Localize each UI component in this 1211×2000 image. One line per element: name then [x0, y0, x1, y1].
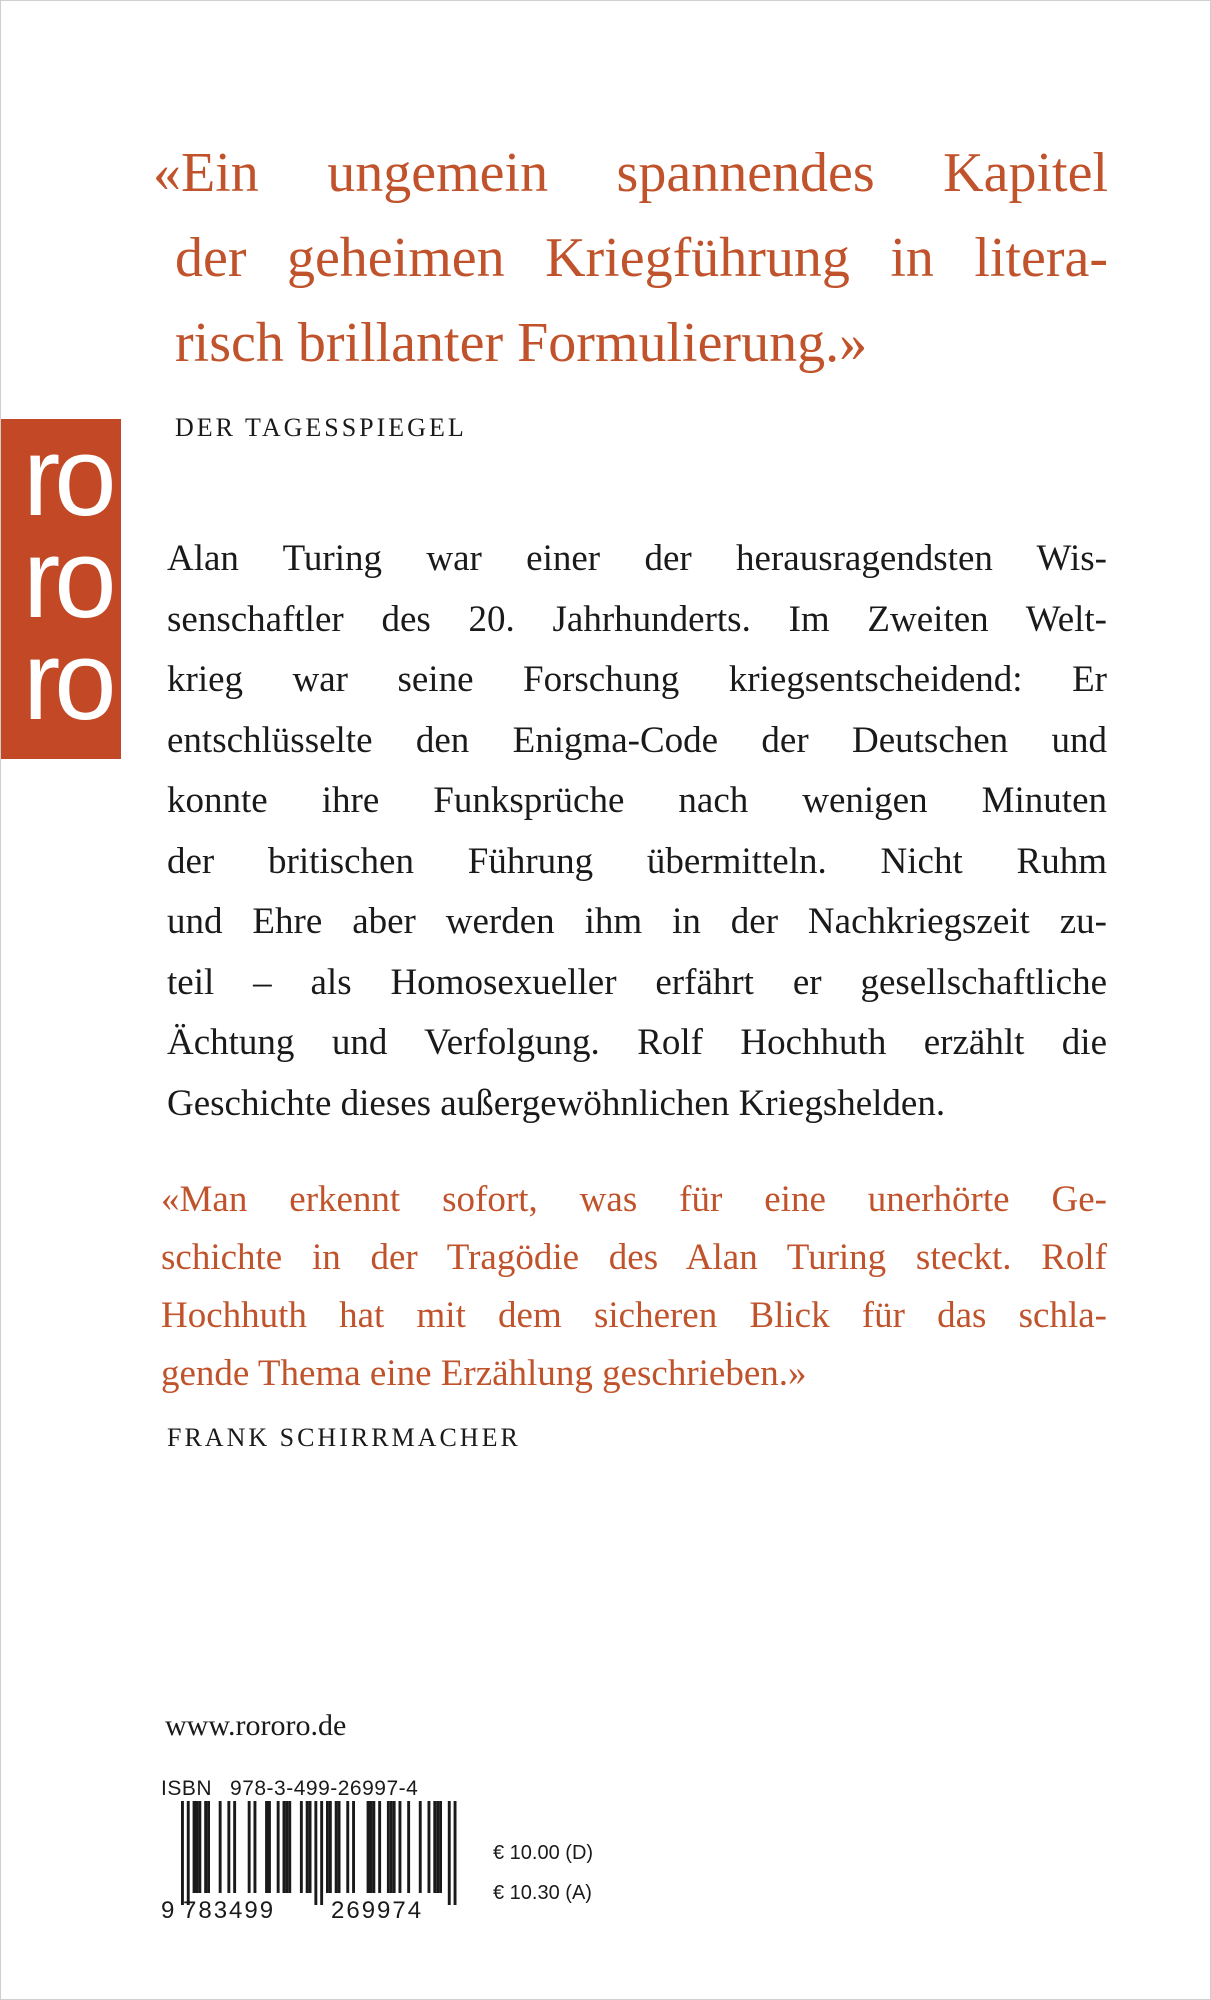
barcode-bar	[320, 1801, 323, 1905]
barcode-bar	[454, 1801, 457, 1905]
quote-line: der geheimen Kriegführung in litera-	[175, 227, 1108, 289]
barcode-bar	[219, 1801, 222, 1893]
barcode-bar	[419, 1801, 422, 1893]
quote-line: Hochhuth hat mit dem sicheren Blick für das schla-	[161, 1295, 1107, 1336]
book-description	[167, 529, 1107, 1134]
website-link[interactable]: www.rororo.de	[165, 1709, 347, 1742]
price-list	[493, 1833, 593, 1913]
barcode-bar	[254, 1801, 257, 1893]
description-line: krieg war seine Forschung kriegsentscheidend: Er	[167, 659, 1107, 700]
barcode-bar	[227, 1801, 230, 1893]
review-quote-bottom	[161, 1171, 1107, 1403]
barcode-bar	[407, 1801, 410, 1893]
barcode-bar	[378, 1801, 381, 1893]
price-germany: € 10.00 (D)	[493, 1842, 594, 1864]
review-quote-top	[153, 131, 1108, 386]
barcode-bar	[448, 1801, 451, 1905]
barcode-bar	[370, 1801, 373, 1893]
quote-line: «Ein ungemein spannendes Kapitel	[153, 142, 1108, 204]
barcode-bar	[436, 1801, 439, 1893]
description-line: konnte ihre Funksprüche nach wenigen Minuten	[167, 780, 1107, 821]
barcode-bar	[233, 1801, 236, 1893]
description-line: teil – als Homosexueller erfährt er gesellschaftliche	[167, 961, 1107, 1003]
barcode-bar	[193, 1801, 196, 1893]
quote-source-tagesspiegel: DER TAGESSPIEGEL	[175, 413, 467, 442]
barcode-bar	[338, 1801, 341, 1893]
barcode-bar	[387, 1801, 390, 1893]
description-line: senschaftler des 20. Jahrhunderts. Im Zweiten Welt-	[167, 598, 1107, 640]
isbn-label: ISBN	[161, 1777, 213, 1800]
barcode-bar	[268, 1801, 271, 1893]
barcode-bar	[187, 1801, 190, 1905]
logo-text: ro	[23, 419, 111, 539]
rororo-logo	[1, 419, 121, 759]
barcode-bar	[288, 1801, 291, 1893]
description-line: der britischen Führung übermitteln. Nicht Ruhm	[167, 840, 1107, 882]
barcode-bar	[207, 1801, 210, 1893]
barcode-bar	[367, 1801, 370, 1893]
quote-line: «Man erkennt sofort, was für eine unerhörte Ge-	[161, 1179, 1107, 1220]
description-line: Geschichte dieses außergewöhnlichen Kriegshelden.	[167, 1082, 946, 1124]
barcode-bar	[433, 1801, 436, 1893]
barcode-bar	[204, 1801, 207, 1893]
logo-text: ro	[23, 516, 111, 641]
barcode-digit-group-2: 269974	[331, 1897, 424, 1924]
barcode-bar	[399, 1801, 402, 1893]
barcode-bar	[326, 1801, 329, 1893]
barcode-bar	[335, 1801, 338, 1893]
barcode-digit-first: 9	[161, 1897, 175, 1924]
barcode-bar	[309, 1801, 312, 1893]
description-line: Ächtung und Verfolgung. Rolf Hochhuth erzählt die	[167, 1022, 1107, 1063]
barcode-bar	[300, 1801, 303, 1893]
barcode-bar	[439, 1801, 442, 1893]
barcode-bars	[161, 1801, 479, 1905]
barcode-bar	[248, 1801, 251, 1893]
barcode-bar	[372, 1801, 375, 1893]
isbn-line	[161, 1777, 418, 1801]
quote-line: schichte in der Tragödie des Alan Turing steckt. Rolf	[161, 1237, 1107, 1278]
barcode-bar	[306, 1801, 309, 1893]
barcode-bar	[314, 1801, 317, 1905]
barcode-bar	[198, 1801, 201, 1893]
barcode-bar	[265, 1801, 268, 1893]
barcode-digit-group-1: 783499	[183, 1897, 276, 1924]
isbn-number: 978-3-499-26997-4	[230, 1777, 419, 1800]
barcode-bar	[390, 1801, 393, 1893]
quote-line: risch brillanter Formulierung.»	[175, 312, 868, 374]
quote-line: gende Thema eine Erzählung geschrieben.»	[161, 1353, 807, 1394]
barcode-bar	[196, 1801, 199, 1893]
barcode-bar	[285, 1801, 288, 1893]
barcode-bar	[329, 1801, 332, 1893]
barcode-bar	[352, 1801, 355, 1893]
logo-text: ro	[23, 618, 111, 743]
description-line: und Ehre aber werden ihm in der Nachkriegszeit zu-	[167, 901, 1107, 942]
barcode-bar	[277, 1801, 280, 1893]
barcode-bar	[346, 1801, 349, 1893]
price-austria: € 10.30 (A)	[493, 1882, 592, 1904]
barcode-bar	[283, 1801, 286, 1893]
quote-source-schirrmacher: FRANK SCHIRRMACHER	[167, 1423, 521, 1452]
description-line: Alan Turing war einer der herausragendsten Wis-	[167, 538, 1107, 579]
barcode-bar	[428, 1801, 431, 1893]
barcode-bar	[181, 1801, 184, 1905]
description-line: entschlüsselte den Enigma-Code der Deutschen und	[167, 719, 1107, 761]
barcode-bar	[393, 1801, 396, 1893]
